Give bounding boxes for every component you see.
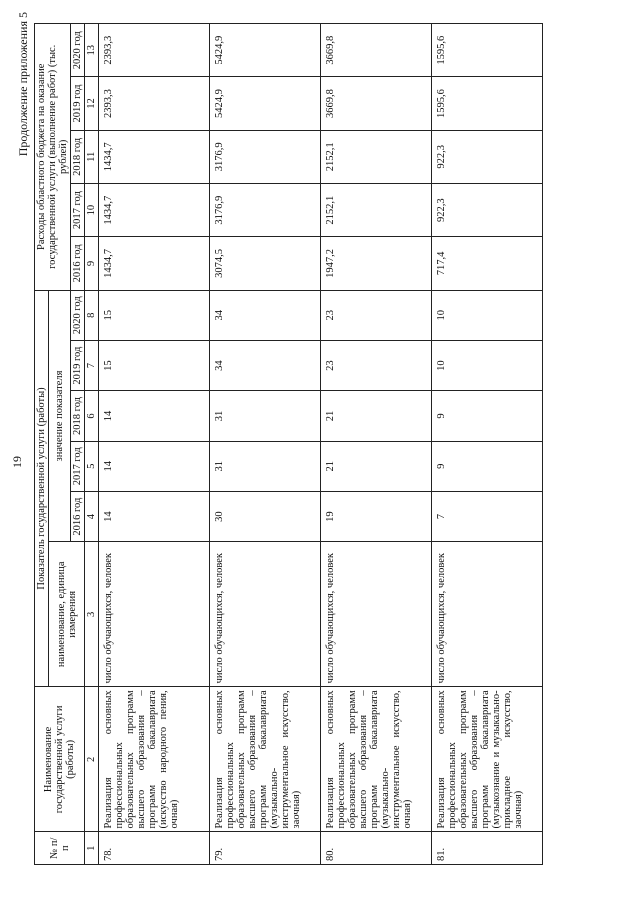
header-expense-year: 2016 год (71, 237, 85, 290)
header-year: 2020 год (71, 290, 85, 340)
indicator-value: 31 (210, 391, 321, 441)
header-expense-year: 2020 год (71, 24, 85, 77)
continuation-label: Продолжение приложения 5 (16, 12, 30, 157)
expense-value: 717,4 (432, 237, 543, 290)
indicator-value: 9 (432, 391, 543, 441)
column-number: 9 (85, 237, 99, 290)
indicator-value: 10 (432, 290, 543, 340)
column-number: 5 (85, 441, 99, 491)
column-number: 4 (85, 491, 99, 541)
indicator-name: число обучающихся, человек (321, 542, 432, 687)
expense-value: 2152,1 (321, 183, 432, 236)
header-year: 2016 год (71, 491, 85, 541)
table-row (210, 24, 321, 865)
header-year: 2017 год (71, 441, 85, 491)
indicator-value: 21 (321, 441, 432, 491)
column-number: 2 (85, 687, 99, 832)
expense-value: 1434,7 (99, 183, 210, 236)
indicator-name: число обучающихся, человек (99, 542, 210, 687)
row-number: 79. (210, 832, 321, 865)
service-name: Реализация основных профессиональных образовательных программ высшего образования – программ бакалавриата (музыкально-инструментальное искусство, очная) (321, 687, 432, 832)
table-row (432, 24, 543, 865)
column-number: 3 (85, 542, 99, 687)
indicator-value: 10 (432, 340, 543, 390)
column-number: 11 (85, 130, 99, 183)
expense-value: 1434,7 (99, 237, 210, 290)
page-number: 19 (10, 456, 24, 468)
table-row (321, 24, 432, 865)
indicator-value: 15 (99, 290, 210, 340)
expense-value: 3176,9 (210, 183, 321, 236)
indicator-value: 34 (210, 340, 321, 390)
service-name: Реализация основных профессиональных образовательных программ высшего образования – программ бакалавриата (музыкально-инструментальное искусство, заочная) (210, 687, 321, 832)
header-expense-year: 2019 год (71, 77, 85, 130)
indicator-name: число обучающихся, человек (432, 542, 543, 687)
column-number: 13 (85, 24, 99, 77)
indicator-value: 30 (210, 491, 321, 541)
header-service-name: Наименование государственной услуги (работы) (35, 687, 85, 832)
indicator-value: 14 (99, 441, 210, 491)
expense-value: 5424,9 (210, 24, 321, 77)
expense-value: 3669,8 (321, 77, 432, 130)
expense-value: 3669,8 (321, 24, 432, 77)
header-indicator: Показатель государственной услуги (работы) (35, 290, 49, 687)
expense-value: 5424,9 (210, 77, 321, 130)
expense-value: 2393,3 (99, 24, 210, 77)
table-row (99, 24, 210, 865)
column-number: 7 (85, 340, 99, 390)
service-name: Реализация основных профессиональных образовательных программ высшего образования – программ бакалавриата (музыкознание и музыкально-прикладное искусство, заочная) (432, 687, 543, 832)
indicator-value: 9 (432, 441, 543, 491)
expense-value: 922,3 (432, 183, 543, 236)
header-expenses: Расходы областного бюджета на оказание государственной услуги (выполнение работ) (тыс. рублей) (35, 24, 71, 291)
expense-value: 2152,1 (321, 130, 432, 183)
expenses-table (34, 23, 543, 865)
expense-value: 1595,6 (432, 77, 543, 130)
expense-value: 922,3 (432, 130, 543, 183)
column-number: 6 (85, 391, 99, 441)
header-expense-year: 2017 год (71, 183, 85, 236)
header-year: 2018 год (71, 391, 85, 441)
header-indicator-value: значение показателя (49, 290, 71, 542)
expense-value: 2393,3 (99, 77, 210, 130)
expense-value: 3176,9 (210, 130, 321, 183)
indicator-value: 34 (210, 290, 321, 340)
indicator-value: 7 (432, 491, 543, 541)
header-year: 2019 год (71, 340, 85, 390)
indicator-value: 23 (321, 290, 432, 340)
column-number-row (85, 24, 99, 865)
indicator-value: 15 (99, 340, 210, 390)
header-row-1 (35, 24, 49, 865)
indicator-value: 14 (99, 491, 210, 541)
column-number: 10 (85, 183, 99, 236)
expense-value: 1947,2 (321, 237, 432, 290)
column-number: 12 (85, 77, 99, 130)
indicator-value: 23 (321, 340, 432, 390)
service-name: Реализация основных профессиональных образовательных программ высшего образования – программ бакалавриата (искусство народного пения, очная) (99, 687, 210, 832)
column-number: 1 (85, 832, 99, 865)
indicator-value: 14 (99, 391, 210, 441)
expense-value: 3074,5 (210, 237, 321, 290)
header-no: № п/п (35, 832, 85, 865)
row-number: 78. (99, 832, 210, 865)
indicator-value: 31 (210, 441, 321, 491)
row-number: 80. (321, 832, 432, 865)
expense-value: 1434,7 (99, 130, 210, 183)
column-number: 8 (85, 290, 99, 340)
header-expense-year: 2018 год (71, 130, 85, 183)
row-number: 81. (432, 832, 543, 865)
indicator-value: 19 (321, 491, 432, 541)
expense-value: 1595,6 (432, 24, 543, 77)
indicator-value: 21 (321, 391, 432, 441)
indicator-name: число обучающихся, человек (210, 542, 321, 687)
header-indicator-name: наименование, единица измерения (49, 542, 85, 687)
